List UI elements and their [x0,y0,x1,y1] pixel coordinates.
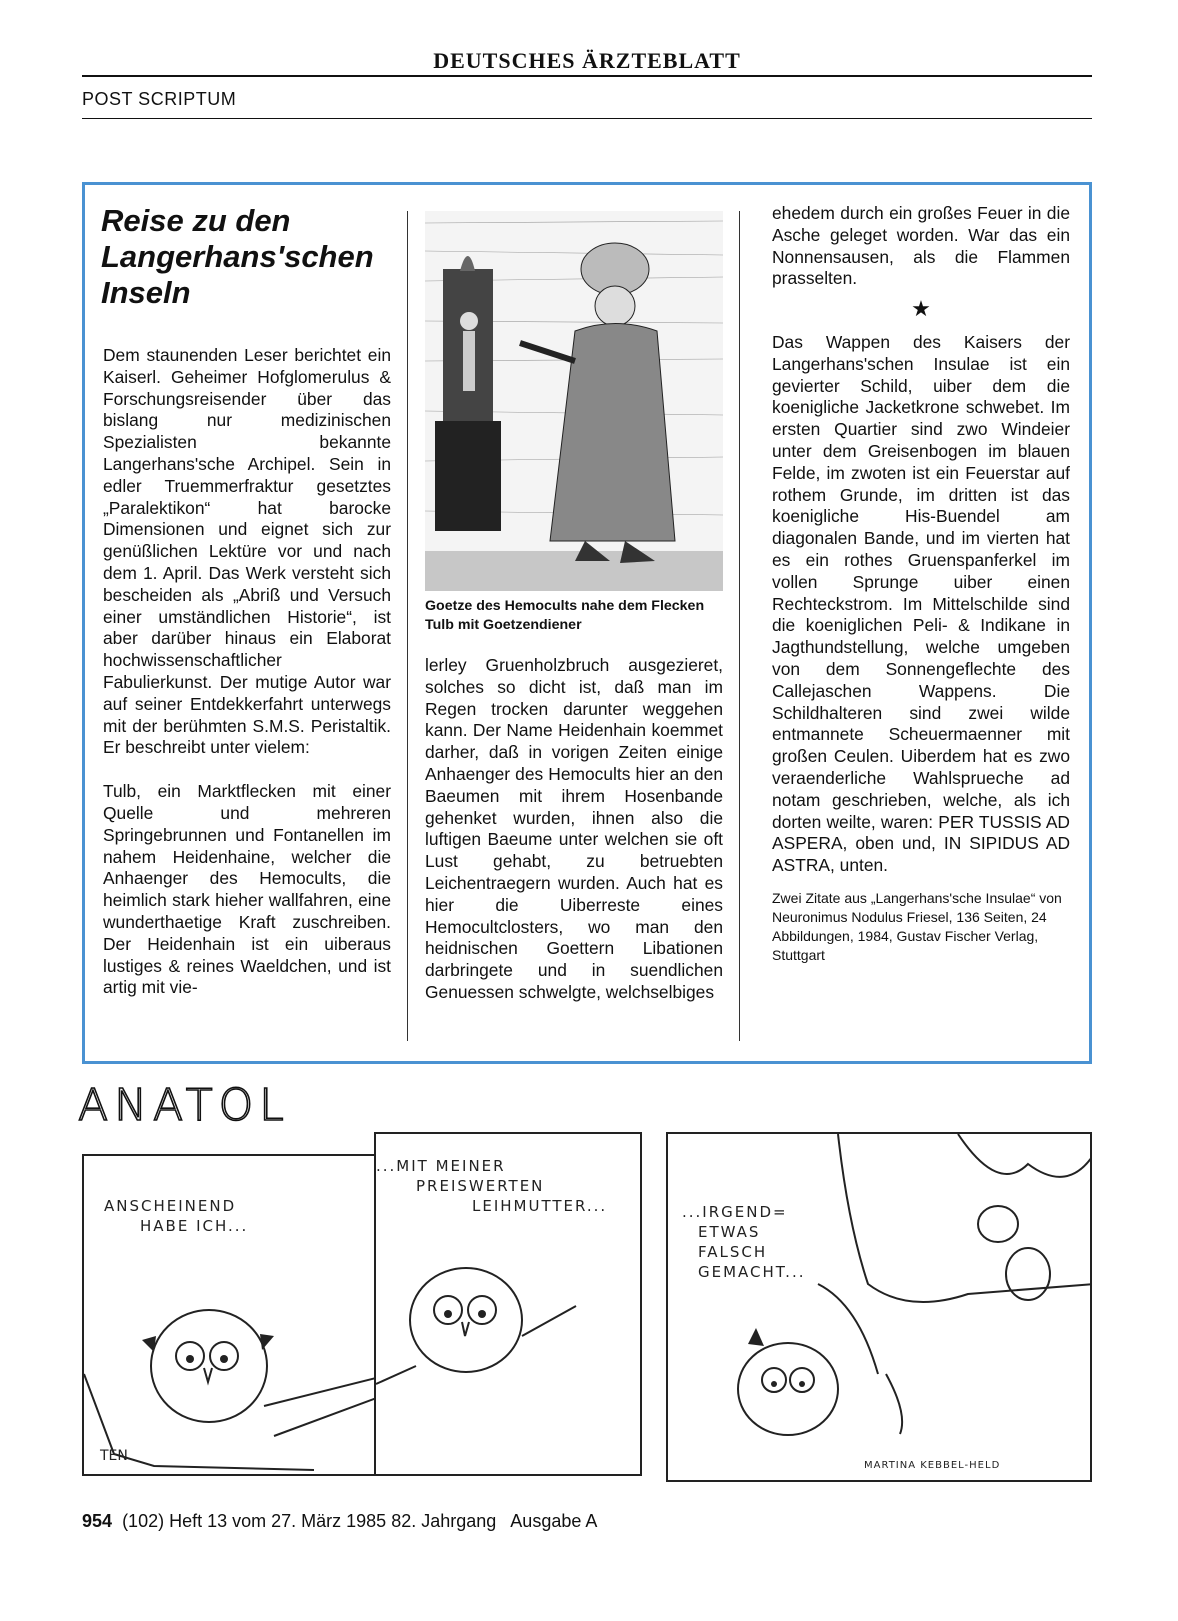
owl-and-figure-drawing [668,1134,1092,1482]
edition-label: Ausgabe A [510,1511,598,1531]
masthead: DEUTSCHES ÄRZTEBLATT [433,48,741,73]
paragraph: Dem staunenden Leser berichtet ein Kaiserl. Geheimer Hofglomerulus & Forschungsreisender über das bislang nur medizinischen Spezialisten bekannte Langerhans'sche Archipel. Sein in edler Truemmerfraktur gesetztes „Paralektikon“ hat barocke Dimensionen und eignet sich zur genüßlichen Lektüre vor und nach dem 1. April. Das Werk versteht sich bescheiden als „Abriß und Versuch einer umständlichen Historie“, ist aber darüber hinaus ein Elaborat hochwissenschaftlicher Fabulierkunst. Der mutige Autor war auf seiner Entdekkerfahrt unterwegs mit der berühmten S.M.S. Peristaltik. Er beschreibt unter vielem: [103,345,391,758]
owl-drawing [376,1224,642,1404]
owl-drawing [84,1256,380,1476]
artist-initials: TEN [100,1448,128,1464]
artist-signature: MARTINA KEBBEL-HELD [864,1460,1001,1471]
speech-text: ...MIT MEINER PREISWERTEN LEIHMUTTER... [376,1157,608,1215]
article-column-3 [772,203,1070,965]
star-separator: ★ [911,296,931,322]
paragraph: Tulb, ein Marktflecken mit einer Quelle und mehreren Springebrunnen und Fontanellen im nahem Heidenhaine, welcher die Anhaenger des Hemocults, die heimlich stark hieher wallfahren, eine wunderthaetige Kraft zuschreiben. Der Heidenhain ist ein uiberaus lustiges & reines Waeldchen, und ist artig mit vie- [103,781,391,998]
masthead-rule [82,75,1092,77]
paragraph: lerley Gruenholzbruch ausgezieret, solches so dicht ist, daß man im Regen trocken darunter weggehen kann. Der Name Heidenhain koemmet darher, daß in vorigen Zeiten einige Anhaenger des Hemocults hier an den Baeumen mit ihrem Hosenbande gehenket wurden, ihnen also die luftigen Baeume unter welchen sie oft Lust gehabt, zu betruebten Leichentraegern wurden. Auch hat es hier die Uiberreste eines Hemocultclosters, wo man den heidnischen Goettern Libationen darbringete und in suendlichen Genuessen schwelgte, welchselbiges [425,655,723,1002]
svg-text:ANATOL: ANATOL [78,1080,290,1130]
illustration-caption: Goetze des Hemocults nahe dem Flecken Tulb mit Goetzendiener [425,598,705,633]
section-label: POST SCRIPTUM [82,89,237,109]
page-footer [82,1511,597,1532]
section-rule [82,118,1092,119]
page-number: 954 [82,1511,113,1531]
article-headline: Reise zu den Langerhans'schen Inseln [101,203,374,310]
column-divider [739,211,740,1041]
comic-title-lettering [78,1072,308,1130]
article-column-1 [103,345,391,999]
comic-panel-2 [374,1132,642,1476]
speech-text: ANSCHEINEND HABE ICH... [104,1197,249,1235]
speech-text: ...IRGEND= ETWAS FALSCH GEMACHT... [682,1203,806,1281]
paragraph: ehedem durch ein großes Feuer in die Asche geleget worden. War das ein Nonnensausen, als die Flammen prasselten. [772,203,1070,289]
column-divider [407,211,408,1041]
comic-panel-1 [82,1154,380,1476]
issue-info: (102) Heft 13 vom 27. März 1985 82. Jahrgang [122,1511,497,1531]
paragraph: Das Wappen des Kaisers der Langerhans'schen Insulae ist ein gevierter Schild, uiber dem die koenigliche Jacketkrone schwebet. Im ersten Quartier sind zwo Windeier unter dem Greisenbogen im blauen Felde, im zwoten ist ein Feuerstar auf rothem Grunde, im dritten ist das koenigliche His-Buendel am diagonalen Bande, und im vierten hat es ein rothes Gruenspanferkel im vollen Sprunge uiber einen Rechteckstrom. Im Mittelschilde sind die koeniglichen Peli- & Indikane in Jagthundstellung, welche umgeben von dem Sonnengeflechte des Callejaschen Wappens. Die Schildhalteren sind zwei wilde entmannete Scheuermaenner mit großen Ceulen. Uiberdem hat es zwo veraenderliche Wahlsprueche ad notam geschrieben, welche, als ich dorten weilte, waren: PER TUSSIS AD ASPERA, oben und, IN SIPIDUS AD ASTRA, unten. [772,331,1070,876]
comic-panel-3 [666,1132,1092,1482]
article-column-2 [425,655,723,1004]
footnote: Zwei Zitate aus „Langerhans'sche Insulae“ von Neuronimus Nodulus Friesel, 136 Seiten, 24 Abbildungen, 1984, Gustav Fischer Verlag, Stuttgart [772,889,1062,963]
article-box [82,182,1092,1064]
engraving-illustration [425,211,723,591]
